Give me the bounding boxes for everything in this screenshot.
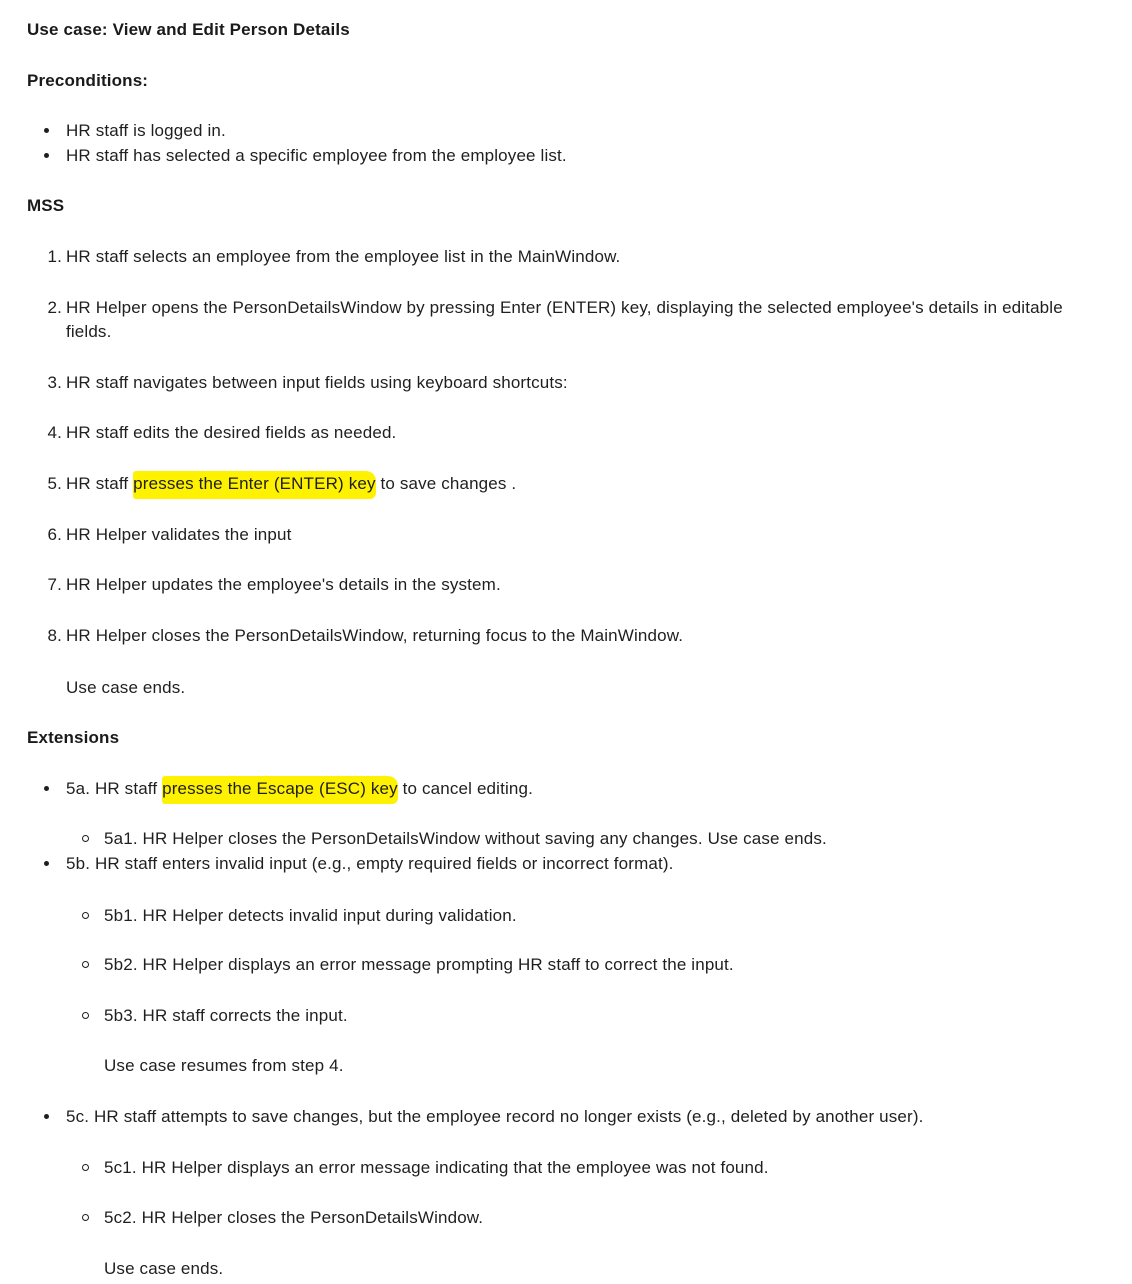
mss-step: HR staff navigates between input fields using keyboard shortcuts:: [66, 373, 568, 392]
use-case-end: Use case ends.: [104, 1259, 224, 1278]
mss-heading: MSS: [27, 196, 65, 215]
mss-step: HR staff edits the desired fields as needed.: [66, 423, 397, 442]
mss-step: HR Helper opens the PersonDetailsWindow by pressing Enter (ENTER) key, displaying the selected employee's details in editable: [66, 298, 1063, 317]
use-case-end: Use case ends.: [66, 678, 186, 697]
step-number: 7.: [47, 575, 62, 594]
mss-step: [66, 472, 516, 496]
extension-sub-item: 5b3. HR staff corrects the input.: [104, 1006, 348, 1025]
extension-sub-item: 5b2. HR Helper displays an error message prompting HR staff to correct the input.: [104, 955, 734, 974]
mss-step: HR Helper validates the input: [66, 525, 292, 544]
extension-5a: [66, 777, 533, 801]
step-number: 5.: [47, 474, 62, 493]
extension-5c: 5c. HR staff attempts to save changes, but the employee record no longer exists (e.g., deleted by another user).: [66, 1107, 924, 1126]
extension-5b: 5b. HR staff enters invalid input (e.g., empty required fields or incorrect format).: [66, 854, 674, 873]
step-text-before: HR staff: [66, 474, 134, 493]
use-case-resume: Use case resumes from step 4.: [104, 1056, 344, 1075]
precondition-item: HR staff has selected a specific employee from the employee list.: [66, 146, 567, 165]
step-number: 6.: [47, 525, 62, 544]
mss-step: HR Helper closes the PersonDetailsWindow, returning focus to the MainWindow.: [66, 626, 684, 645]
bullet-icon: [44, 861, 49, 866]
circle-bullet-icon: [82, 1164, 89, 1171]
mss-step: HR staff selects an employee from the employee list in the MainWindow.: [66, 247, 621, 266]
step-number: 1.: [47, 247, 62, 266]
bullet-icon: [44, 153, 49, 158]
circle-bullet-icon: [82, 1012, 89, 1019]
highlighted-text: presses the Escape (ESC) key: [162, 776, 398, 804]
bullet-icon: [44, 786, 49, 791]
circle-bullet-icon: [82, 1214, 89, 1221]
mss-step-continuation: fields.: [66, 322, 112, 341]
mss-step: HR Helper updates the employee's details in the system.: [66, 575, 501, 594]
ext-text-before: 5a. HR staff: [66, 779, 163, 798]
extension-sub-item: 5c2. HR Helper closes the PersonDetailsWindow.: [104, 1208, 484, 1227]
bullet-icon: [44, 1114, 49, 1119]
extension-sub-item: 5c1. HR Helper displays an error message indicating that the employee was not found.: [104, 1158, 769, 1177]
step-number: 3.: [47, 373, 62, 392]
step-number: 2.: [47, 298, 62, 317]
extension-sub-item: 5a1. HR Helper closes the PersonDetailsWindow without saving any changes. Use case ends.: [104, 829, 827, 848]
step-number: 4.: [47, 423, 62, 442]
circle-bullet-icon: [82, 961, 89, 968]
preconditions-heading: Preconditions:: [27, 71, 149, 90]
precondition-item: HR staff is logged in.: [66, 121, 226, 140]
highlighted-text: presses the Enter (ENTER) key: [133, 471, 375, 499]
extensions-heading: Extensions: [27, 728, 120, 747]
circle-bullet-icon: [82, 912, 89, 919]
step-text-after: to save changes .: [375, 474, 517, 493]
step-number: 8.: [47, 626, 62, 645]
circle-bullet-icon: [82, 835, 89, 842]
ext-text-after: to cancel editing.: [397, 779, 533, 798]
bullet-icon: [44, 128, 49, 133]
page-title: Use case: View and Edit Person Details: [27, 20, 350, 39]
extension-sub-item: 5b1. HR Helper detects invalid input during validation.: [104, 906, 517, 925]
